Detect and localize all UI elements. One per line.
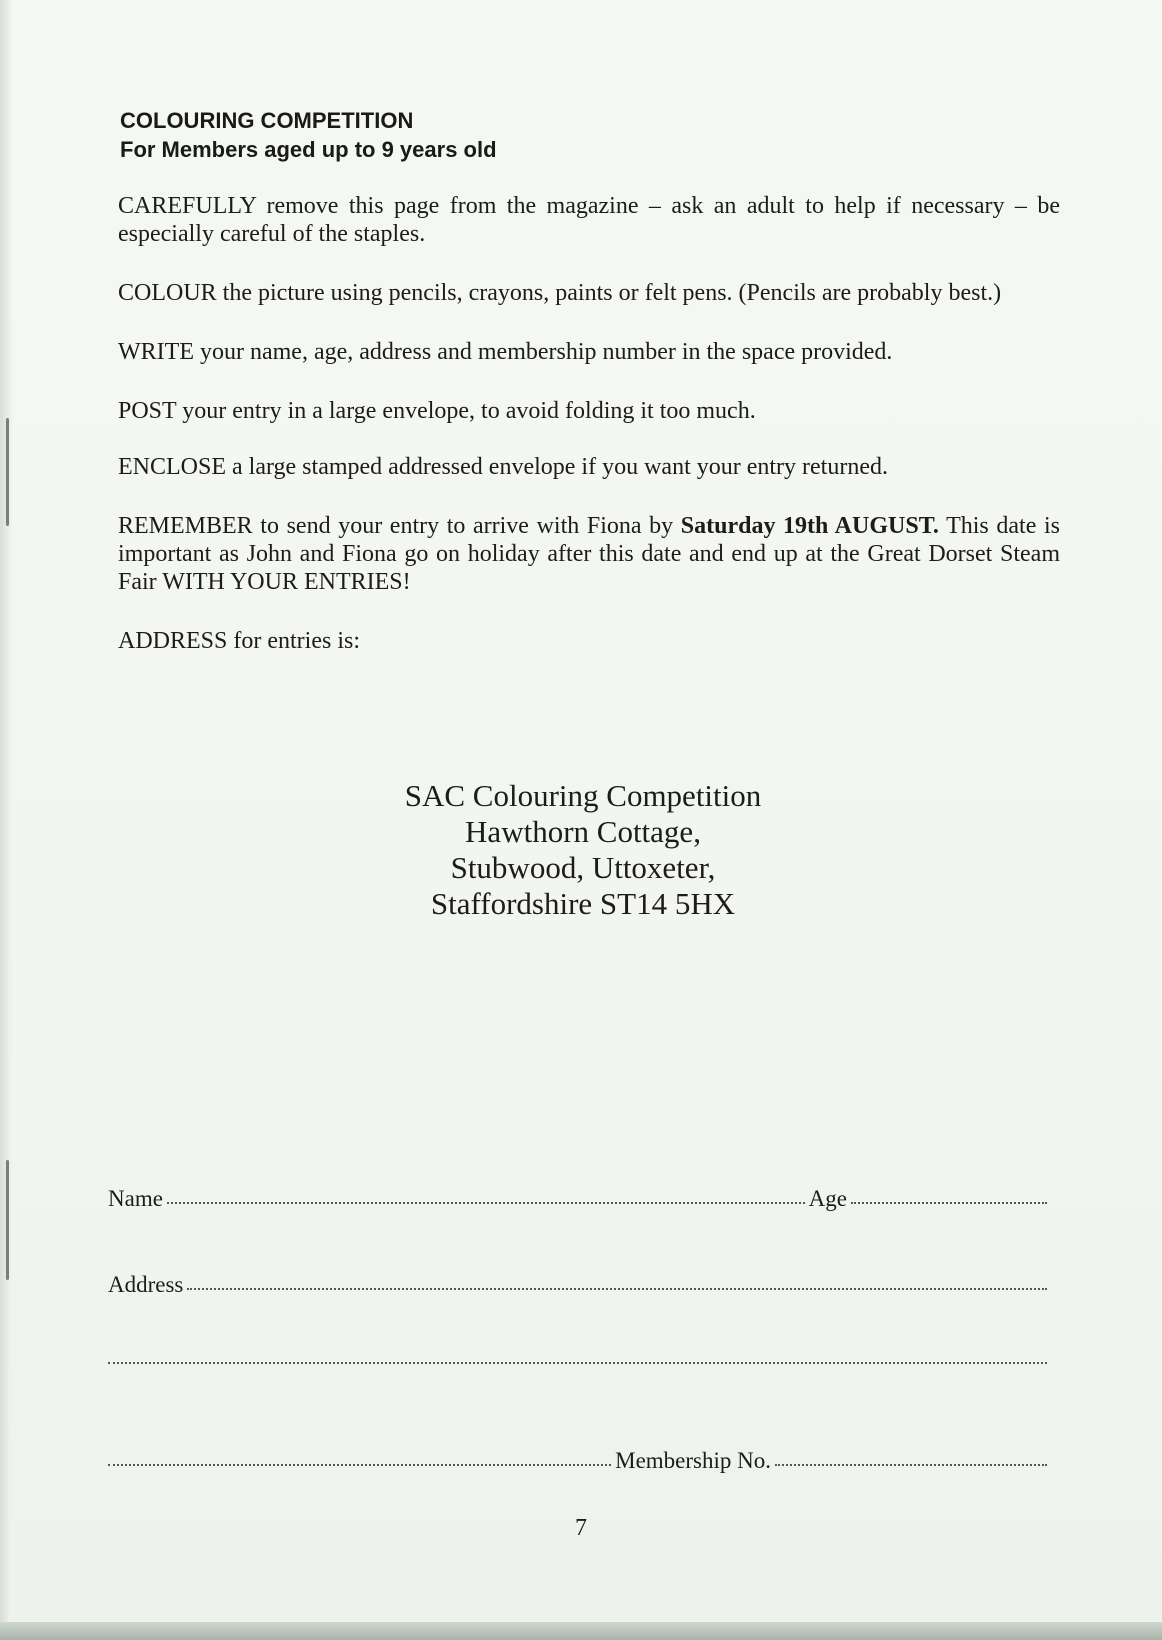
address-line-2: Hawthorn Cottage,	[465, 814, 701, 849]
competition-title: COLOURING COMPETITION	[120, 108, 414, 133]
name-label: Name	[108, 1186, 163, 1211]
address-field-line-3[interactable]	[108, 1462, 611, 1466]
address-field[interactable]	[187, 1286, 1047, 1290]
name-age-row	[108, 1186, 1051, 1216]
instruction-text: your entry in a large envelope, to avoid folding it too much.	[176, 398, 756, 424]
age-label: Age	[808, 1186, 847, 1211]
competition-subtitle: For Members aged up to 9 years old	[120, 137, 497, 162]
instruction-text: the picture using pencils, crayons, paints or felt pens. (Pencils are probably best.)	[216, 280, 1002, 306]
instruction-text: to send your entry to arrive with Fiona by	[252, 513, 681, 539]
address-line-4: Staffordshire ST14 5HX	[430, 886, 736, 921]
instruction-write	[118, 338, 1060, 366]
address-label: Address	[108, 1272, 184, 1297]
membership-row	[108, 1448, 1051, 1478]
name-field[interactable]	[167, 1200, 805, 1204]
instruction-text-after: This date is important as John and Fiona go on holiday after this date and end up at the Great Dorset Steam Fair WITH YOUR ENTRIES!	[118, 513, 1060, 595]
address-row-2	[108, 1362, 1051, 1392]
instruction-colour	[118, 279, 1060, 307]
instruction-keyword: ADDRESS	[118, 628, 228, 654]
address-line-1: SAC Colouring Competition	[404, 778, 762, 813]
membership-label: Membership No.	[615, 1448, 771, 1473]
instruction-keyword: ENCLOSE	[118, 454, 226, 480]
instruction-keyword: COLOUR	[118, 280, 217, 306]
staple-top	[6, 418, 9, 526]
deadline-date: Saturday 19th AUGUST.	[680, 513, 939, 539]
entry-address	[0, 778, 1162, 922]
instruction-keyword: POST	[118, 398, 177, 424]
instruction-keyword: CAREFULLY	[118, 193, 257, 219]
instruction-keyword: WRITE	[118, 339, 194, 365]
instruction-text: your name, age, address and membership number in the space provided.	[193, 339, 893, 365]
age-field[interactable]	[851, 1200, 1047, 1204]
address-field-line-2[interactable]	[108, 1360, 1047, 1364]
page-number: 7	[575, 1515, 587, 1541]
instruction-carefully	[118, 192, 1060, 248]
instruction-text: remove this page from the magazine – ask an adult to help if necessary – be especially careful of the staples.	[118, 193, 1060, 247]
competition-heading	[120, 106, 497, 164]
instructions	[118, 192, 1060, 686]
membership-field[interactable]	[775, 1462, 1047, 1466]
instruction-keyword: REMEMBER	[118, 513, 253, 539]
page-bottom-edge	[0, 1622, 1162, 1640]
instruction-post	[118, 397, 1060, 425]
staple-bottom	[6, 1160, 9, 1280]
instruction-enclose	[118, 453, 1060, 481]
instruction-address	[118, 627, 1060, 655]
instruction-text: a large stamped addressed envelope if you want your entry returned.	[226, 454, 888, 480]
address-line-3: Stubwood, Uttoxeter,	[450, 850, 716, 885]
instruction-text: for entries is:	[227, 628, 360, 654]
address-row	[108, 1272, 1051, 1302]
instruction-remember	[118, 512, 1060, 596]
